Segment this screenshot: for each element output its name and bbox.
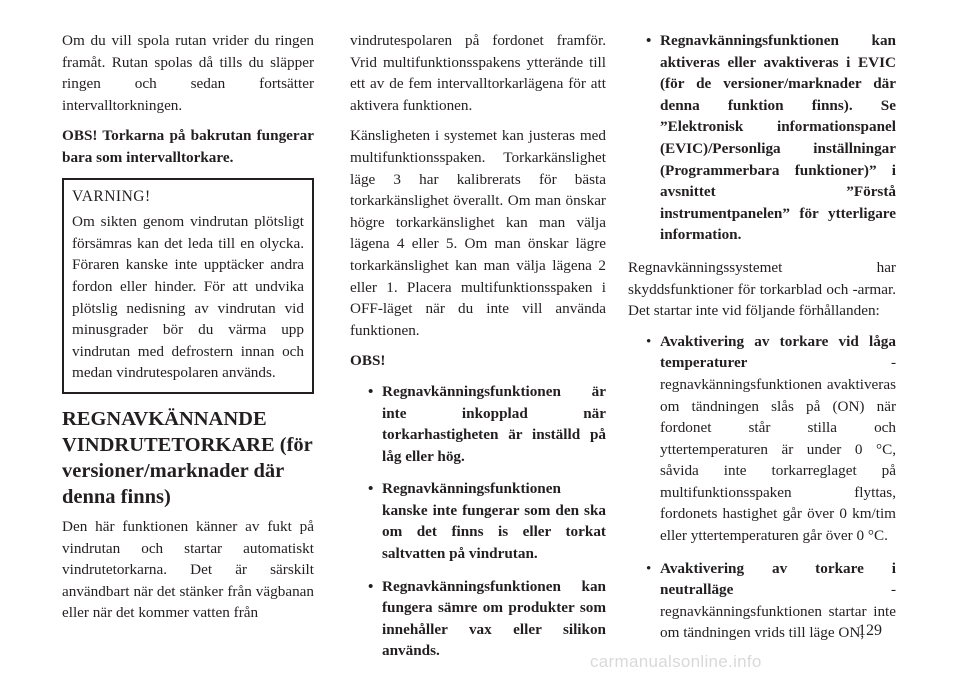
bullet-icon: • xyxy=(368,382,374,400)
paragraph-washer: Om du vill spola rutan vrider du ringen framåt. Rutan spolas då tills du släpper ringen och sedan fortsätter intervalltorkningen. xyxy=(62,32,314,114)
warning-title: VARNING! xyxy=(72,187,151,205)
page-number: 129 xyxy=(858,622,882,639)
paragraph-activation: vindrutespolaren på fordonet framför. Vrid multifunktionsspakens ytterände till ett av de fem intervalltorkarlägena för att aktivera funktionen. xyxy=(350,32,606,114)
obs-label: OBS! xyxy=(350,352,386,370)
watermark: carmanualsonline.info xyxy=(590,652,762,671)
list-item: • Regnavkänningsfunktionen är inte inkopplad när torkarhastigheten är inställd på låg eller hög. xyxy=(368,382,606,465)
column-right xyxy=(628,30,896,655)
obs-rear-wiper-note: OBS! Torkarna på bakrutan fungerar bara som intervalltorkare. xyxy=(62,127,314,166)
column-left xyxy=(62,30,314,633)
column-middle xyxy=(350,30,606,673)
list-item: • Avaktivering av torkare vid låga temperaturer - regnavkänningsfunktionen avaktiveras om tändningen slås på (ON) när fordonet står stilla och yttertemperaturen är under 0 °C, såvida inte torkarreglaget på multifunktionsspaken flyttas, fordonets hastighet går över 0 km/tim eller yttertemperaturen går över 0 °C. xyxy=(646,332,896,545)
warning-text: Om sikten genom vindrutan plötsligt försämras kan det leda till en olycka. Föraren kanske inte upptäcker andra fordon eller hinder. För att undvika plötslig nedisning av vindrutan vid minusgrader bör du värma upp vindrutan med defrostern innan och medan vindrutespolaren används. xyxy=(72,213,304,382)
bullet-icon: • xyxy=(368,577,374,595)
conditions-bullet-list xyxy=(628,331,896,644)
list-item: • Regnavkänningsfunktionen kan aktiveras eller avaktiveras i EVIC (för de versioner/marknader där denna funktion finns). Se ”Elektronisk informationspanel (EVIC)/Personliga inställningar (Programmerbara funktioner)” i avsnittet ”Förstå instrumentpanelen” för ytterligare information. xyxy=(646,32,896,244)
section-heading: REGNAVKÄNNANDE VINDRUTETORKARE (för versioner/marknader där denna finns) xyxy=(62,407,313,508)
evic-bullet-list xyxy=(628,30,896,246)
list-item: • Regnavkänningsfunktionen kanske inte fungerar som den ska om det finns is eller torkat saltvatten på vindrutan. xyxy=(368,480,606,563)
paragraph-sensitivity: Känsligheten i systemet kan justeras med multifunktionsspaken. Torkarkänslighet läge 3 har kalibrerats för bästa torkarkänslighet överallt. Om man önskar högre torkarkänslighet kan man välja lägena 4 eller 5. Om man önskar lägre torkarkänslighet kan man välja lägena 2 eller 1. Placera multifunktionsspaken i OFF-läget när du inte vill använda funktionen. xyxy=(350,127,606,339)
obs-bullet-list xyxy=(350,381,606,662)
list-item: • Regnavkänningsfunktionen kan fungera sämre om produkter som innehåller vax eller silikon används. xyxy=(368,577,606,660)
paragraph-rain-sensing-intro: Den här funktionen känner av fukt på vindrutan och startar automatiskt vindrutetorkarna. Det är särskilt användbart när det stänker från vägbanan eller när det kommer vatten från xyxy=(62,517,314,622)
bullet-icon: • xyxy=(646,332,652,350)
bullet-icon: • xyxy=(646,559,652,577)
list-item: • Avaktivering av torkare i neutralläge - regnavkänningsfunktionen startar inte om tändningen vrids till läge ON, xyxy=(646,559,896,642)
bullet-icon: • xyxy=(646,32,652,49)
warning-box xyxy=(62,178,314,394)
paragraph-protection: Regnavkänningssystemet har skyddsfunktioner för torkarblad och -armar. Det startar inte vid följande förhållanden: xyxy=(628,258,896,320)
bullet-icon: • xyxy=(368,480,374,498)
